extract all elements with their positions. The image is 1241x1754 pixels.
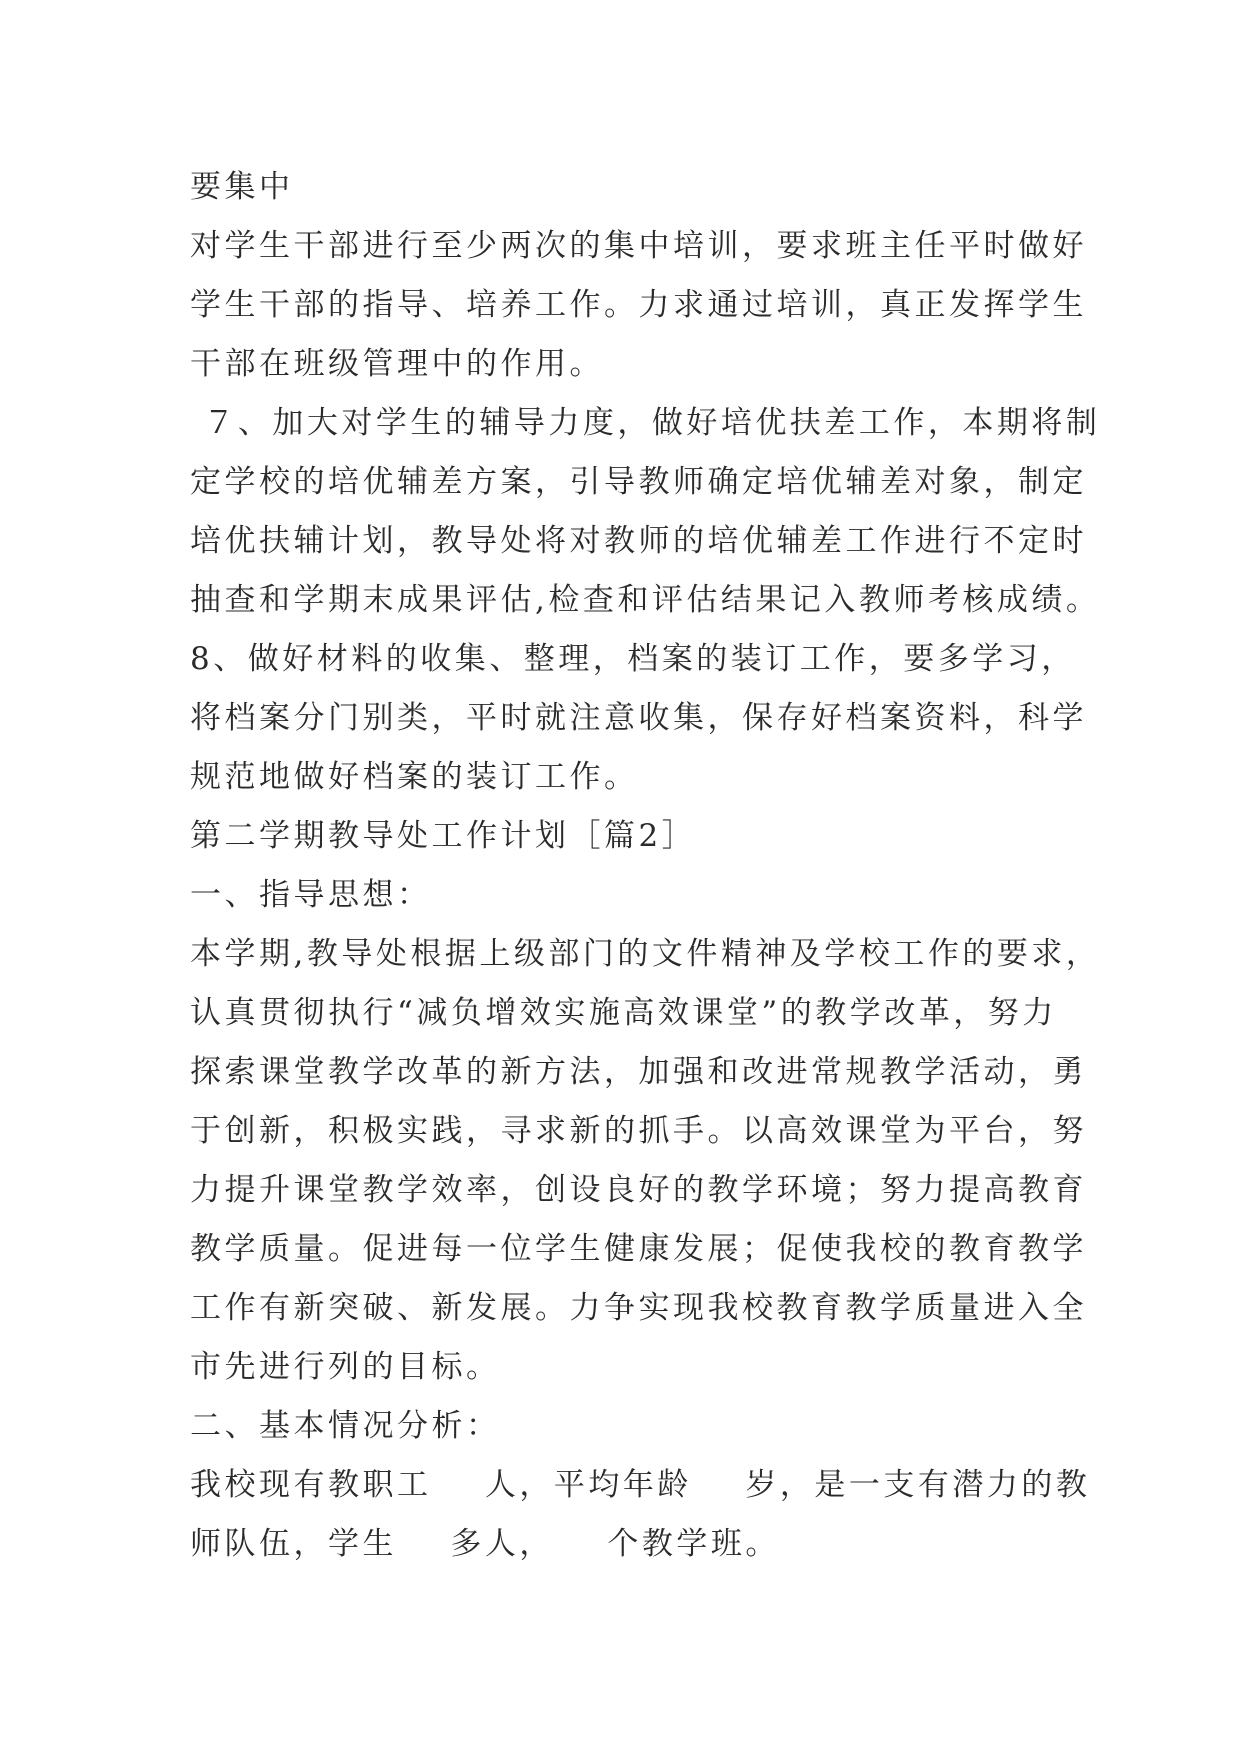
- text-line: 探索课堂教学改革的新方法，加强和改进常规教学活动，勇: [190, 1054, 1087, 1090]
- text-line: 培优扶辅计划，教导处将对教师的培优辅差工作进行不定时: [190, 523, 1087, 559]
- section-heading: 一、指导思想：: [190, 877, 432, 913]
- text-line: 规范地做好档案的装订工作。: [190, 759, 639, 795]
- text-line: 教学质量。促进每一位学生健康发展；促使我校的教育教学: [190, 1231, 1087, 1267]
- text-line: 师队伍，学生 多人， 个教学班。: [190, 1526, 780, 1562]
- text-line: 本学期,教导处根据上级部门的文件精神及学校工作的要求，: [190, 936, 1101, 972]
- text-line: 力提升课堂教学效率，创设良好的教学环境；努力提高教育: [190, 1172, 1087, 1208]
- text-line: ７、加大对学生的辅导力度，做好培优扶差工作，本期将制: [190, 405, 1101, 441]
- text-line: 对学生干部进行至少两次的集中培训，要求班主任平时做好: [190, 228, 1087, 264]
- text-line: 我校现有教职工 人，平均年龄 岁，是一支有潜力的教: [190, 1467, 1091, 1503]
- text-line: 于创新，积极实践，寻求新的抓手。以高效课堂为平台，努: [190, 1113, 1087, 1149]
- section-heading: 二、基本情况分析：: [190, 1408, 501, 1444]
- document-body: [190, 158, 1101, 1574]
- text-line: 学生干部的指导、培养工作。力求通过培训，真正发挥学生: [190, 287, 1087, 323]
- text-line: 市先进行列的目标。: [190, 1349, 501, 1385]
- text-line: 要集中: [190, 169, 294, 205]
- text-line: 将档案分门别类，平时就注意收集，保存好档案资料，科学: [190, 700, 1087, 736]
- text-line: 8、做好材料的收集、整理，档案的装订工作，要多学习，: [190, 641, 1076, 677]
- text-line: 干部在班级管理中的作用。: [190, 346, 604, 382]
- section-title: 第二学期教导处工作计划［篇2］: [190, 818, 697, 854]
- text-line: 认真贯彻执行“减负增效实施高效课堂”的教学改革，努力: [190, 995, 1057, 1031]
- text-line: 定学校的培优辅差方案，引导教师确定培优辅差对象，制定: [190, 464, 1087, 500]
- text-line: 工作有新突破、新发展。力争实现我校教育教学质量进入全: [190, 1290, 1087, 1326]
- text-line: 抽查和学期末成果评估,检查和评估结果记入教师考核成绩。: [190, 582, 1101, 618]
